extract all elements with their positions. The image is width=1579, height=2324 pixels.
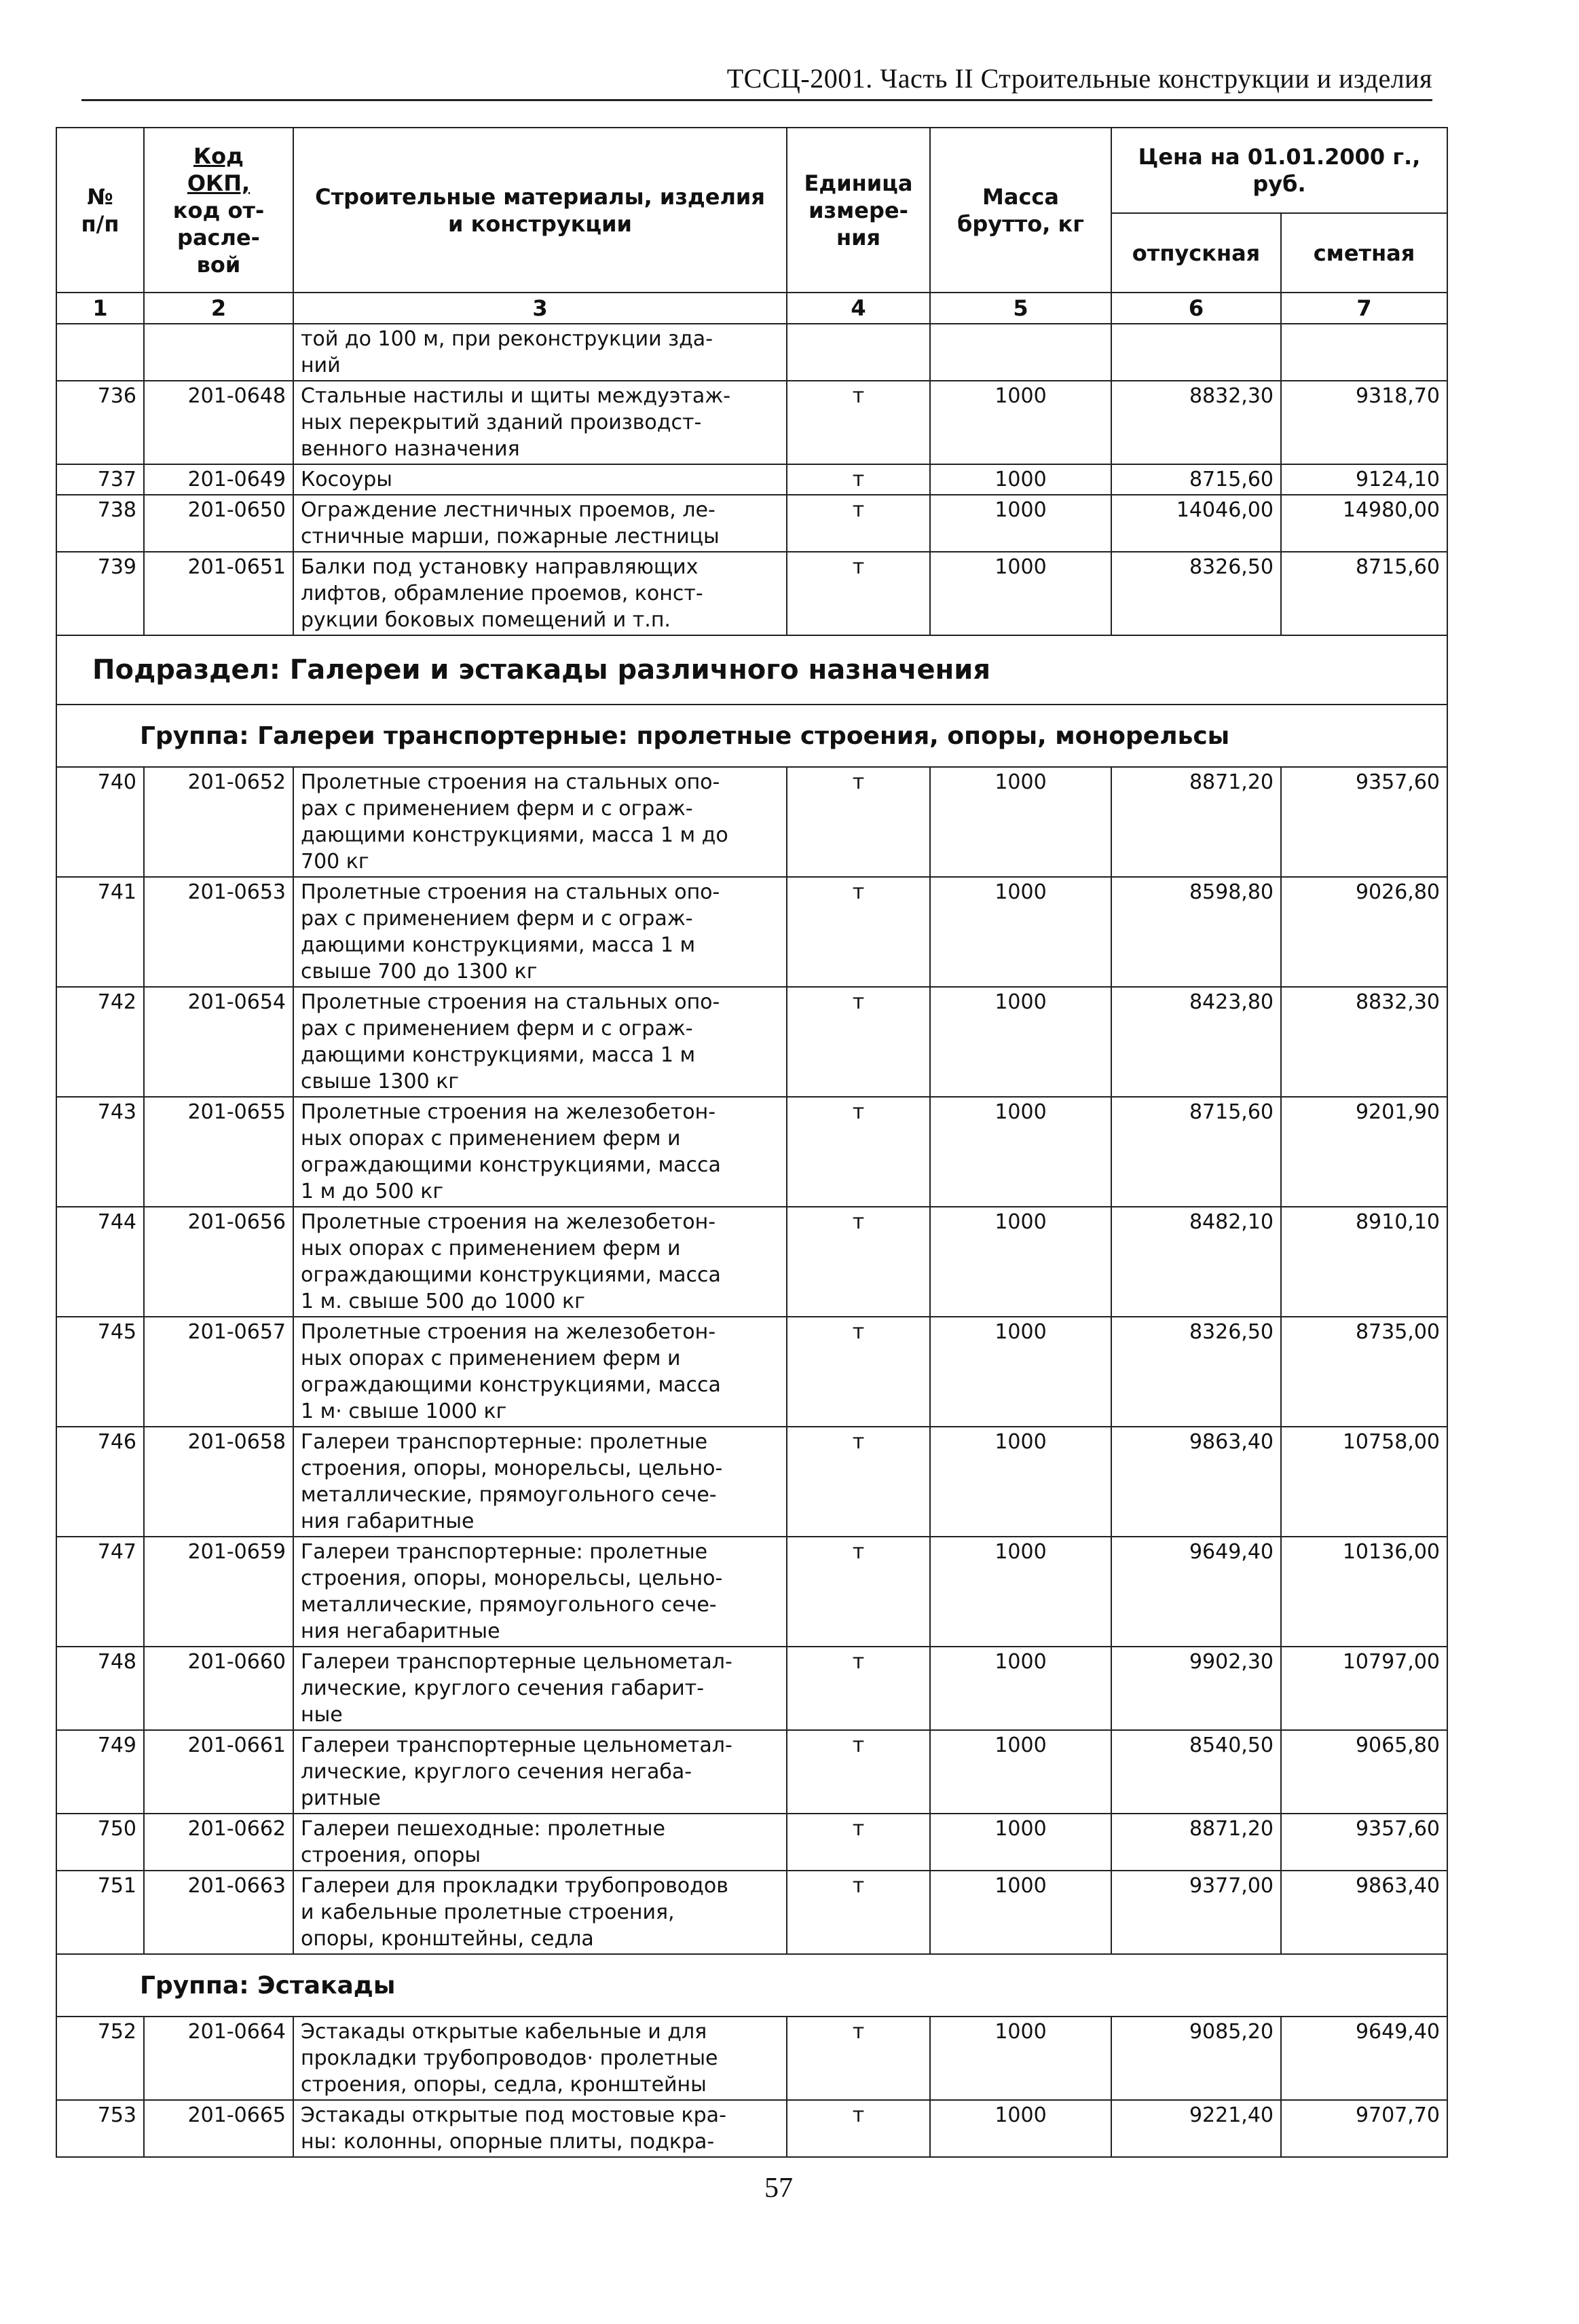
- table-row: [56, 1871, 1447, 1954]
- okp-code: 201-0655: [144, 1097, 293, 1207]
- column-number: 3: [293, 293, 787, 324]
- estimate-price: 8910,10: [1281, 1207, 1447, 1317]
- release-price: [1111, 324, 1281, 381]
- item-description: Галереи транспортерные: пролетные строения, опоры, монорельсы, цельно- металлические, прямоугольного сече- ния негабаритные: [293, 1537, 787, 1647]
- price-table: [56, 127, 1448, 2158]
- subsection-title: Подраздел: Галереи и эстакады различного назначения: [56, 635, 1447, 705]
- okp-code: 201-0661: [144, 1730, 293, 1814]
- okp-code: 201-0649: [144, 464, 293, 495]
- mass: 1000: [930, 2100, 1111, 2157]
- release-price: 8598,80: [1111, 877, 1281, 987]
- item-description: Галереи транспортерные: пролетные строения, опоры, монорельсы, цельно- металлические, прямоугольного сече- ния габаритные: [293, 1427, 787, 1537]
- mass: 1000: [930, 1317, 1111, 1427]
- estimate-price: 9318,70: [1281, 381, 1447, 464]
- estimate-price: 10136,00: [1281, 1537, 1447, 1647]
- release-price: 8326,50: [1111, 552, 1281, 635]
- estimate-price: [1281, 324, 1447, 381]
- row-number: 736: [56, 381, 144, 464]
- page-number: 57: [764, 2173, 793, 2204]
- unit: т: [787, 2100, 930, 2157]
- mass: 1000: [930, 552, 1111, 635]
- row-number: 741: [56, 877, 144, 987]
- okp-code: 201-0663: [144, 1871, 293, 1954]
- item-description: Пролетные строения на стальных опо- рах с применением ферм и с ограж- дающими конструкциями, масса 1 м свыше 1300 кг: [293, 987, 787, 1097]
- item-description: Балки под установку направляющих лифтов, обрамление проемов, конст- рукции боковых помещений и т.п.: [293, 552, 787, 635]
- estimate-price: 10758,00: [1281, 1427, 1447, 1537]
- item-description: Ограждение лестничных проемов, ле- стничные марши, пожарные лестницы: [293, 495, 787, 552]
- mass: 1000: [930, 1647, 1111, 1730]
- row-number: 751: [56, 1871, 144, 1954]
- item-description: Пролетные строения на стальных опо- рах с применением ферм и с ограж- дающими конструкциями, масса 1 м свыше 700 до 1300 кг: [293, 877, 787, 987]
- table-row: [56, 1207, 1447, 1317]
- estimate-price: 8735,00: [1281, 1317, 1447, 1427]
- estimate-price: 9357,60: [1281, 767, 1447, 877]
- row-number: [56, 324, 144, 381]
- item-description: Пролетные строения на железобетон- ных опорах с применением ферм и ограждающими конструкциями, масса 1 м. свыше 500 до 1000 кг: [293, 1207, 787, 1317]
- release-price: 8871,20: [1111, 1814, 1281, 1871]
- column-number: 7: [1281, 293, 1447, 324]
- okp-code: 201-0662: [144, 1814, 293, 1871]
- estimate-price: 9649,40: [1281, 2017, 1447, 2100]
- item-description: Эстакады открытые под мостовые кра- ны: колонны, опорные плиты, подкра-: [293, 2100, 787, 2157]
- table-row: [56, 1317, 1447, 1427]
- okp-code: 201-0657: [144, 1317, 293, 1427]
- unit: т: [787, 552, 930, 635]
- mass: 1000: [930, 1537, 1111, 1647]
- subsection-row: [56, 635, 1447, 705]
- group-row: [56, 1954, 1447, 2017]
- okp-code: 201-0658: [144, 1427, 293, 1537]
- estimate-price: 9863,40: [1281, 1871, 1447, 1954]
- unit: т: [787, 1427, 930, 1537]
- okp-code: 201-0648: [144, 381, 293, 464]
- table-row: [56, 324, 1447, 381]
- mass: [930, 324, 1111, 381]
- okp-code: 201-0651: [144, 552, 293, 635]
- release-price: 9863,40: [1111, 1427, 1281, 1537]
- row-number: 742: [56, 987, 144, 1097]
- column-number: 6: [1111, 293, 1281, 324]
- release-price: 9085,20: [1111, 2017, 1281, 2100]
- item-description: Косоуры: [293, 464, 787, 495]
- mass: 1000: [930, 1427, 1111, 1537]
- col-header-mass: Масса брутто, кг: [930, 128, 1111, 293]
- okp-code: 201-0656: [144, 1207, 293, 1317]
- running-head: ТССЦ-2001. Часть II Строительные конструкции и изделия: [726, 63, 1432, 94]
- unit: т: [787, 2017, 930, 2100]
- unit: т: [787, 1647, 930, 1730]
- okp-code: 201-0650: [144, 495, 293, 552]
- okp-code: 201-0665: [144, 2100, 293, 2157]
- col-header-estimate-price: сметная: [1281, 213, 1447, 293]
- table-body: [56, 324, 1447, 2157]
- table-row: [56, 1097, 1447, 1207]
- row-number: 747: [56, 1537, 144, 1647]
- okp-code: [144, 324, 293, 381]
- okp-code: 201-0660: [144, 1647, 293, 1730]
- unit: т: [787, 1317, 930, 1427]
- release-price: 8871,20: [1111, 767, 1281, 877]
- release-price: 8715,60: [1111, 1097, 1281, 1207]
- release-price: 9649,40: [1111, 1537, 1281, 1647]
- release-price: 8423,80: [1111, 987, 1281, 1097]
- unit: т: [787, 1871, 930, 1954]
- okp-code: 201-0654: [144, 987, 293, 1097]
- table-row: [56, 1427, 1447, 1537]
- mass: 1000: [930, 1730, 1111, 1814]
- table-row: [56, 1730, 1447, 1814]
- item-description: Галереи транспортерные цельнометал- лические, круглого сечения негаба- ритные: [293, 1730, 787, 1814]
- col-header-name: Строительные материалы, изделия и конструкции: [293, 128, 787, 293]
- unit: т: [787, 1814, 930, 1871]
- item-description: Пролетные строения на стальных опо- рах с применением ферм и с ограж- дающими конструкциями, масса 1 м до 700 кг: [293, 767, 787, 877]
- release-price: 8540,50: [1111, 1730, 1281, 1814]
- mass: 1000: [930, 1207, 1111, 1317]
- column-number: 5: [930, 293, 1111, 324]
- mass: 1000: [930, 877, 1111, 987]
- release-price: 8715,60: [1111, 464, 1281, 495]
- release-price: 9221,40: [1111, 2100, 1281, 2157]
- release-price: 9377,00: [1111, 1871, 1281, 1954]
- okp-code: 201-0652: [144, 767, 293, 877]
- col-header-release-price: отпускная: [1111, 213, 1281, 293]
- unit: т: [787, 877, 930, 987]
- item-description: той до 100 м, при реконструкции зда- ний: [293, 324, 787, 381]
- mass: 1000: [930, 1097, 1111, 1207]
- table-row: [56, 987, 1447, 1097]
- table-row: [56, 2100, 1447, 2157]
- mass: 1000: [930, 495, 1111, 552]
- col-header-branch-code: код от- расле- вой: [172, 197, 265, 278]
- estimate-price: 10797,00: [1281, 1647, 1447, 1730]
- row-number: 744: [56, 1207, 144, 1317]
- row-number: 739: [56, 552, 144, 635]
- table-row: [56, 1814, 1447, 1871]
- unit: т: [787, 1537, 930, 1647]
- col-header-okp: Код ОКП,: [187, 143, 250, 196]
- mass: 1000: [930, 2017, 1111, 2100]
- item-description: Галереи пешеходные: пролетные строения, опоры: [293, 1814, 787, 1871]
- okp-code: 201-0664: [144, 2017, 293, 2100]
- estimate-price: 8715,60: [1281, 552, 1447, 635]
- unit: т: [787, 464, 930, 495]
- mass: 1000: [930, 464, 1111, 495]
- col-header-code: [144, 128, 293, 293]
- estimate-price: 9124,10: [1281, 464, 1447, 495]
- item-description: Галереи транспортерные цельнометал- лические, круглого сечения габарит- ные: [293, 1647, 787, 1730]
- mass: 1000: [930, 381, 1111, 464]
- group-row: [56, 705, 1447, 767]
- table-row: [56, 2017, 1447, 2100]
- okp-code: 201-0659: [144, 1537, 293, 1647]
- row-number: 745: [56, 1317, 144, 1427]
- release-price: 14046,00: [1111, 495, 1281, 552]
- estimate-price: 9357,60: [1281, 1814, 1447, 1871]
- col-header-price: Цена на 01.01.2000 г., руб.: [1111, 128, 1447, 213]
- estimate-price: 9707,70: [1281, 2100, 1447, 2157]
- row-number: 750: [56, 1814, 144, 1871]
- row-number: 746: [56, 1427, 144, 1537]
- group-title: Группа: Эстакады: [56, 1954, 1447, 2017]
- table-row: [56, 877, 1447, 987]
- table-row: [56, 552, 1447, 635]
- row-number: 749: [56, 1730, 144, 1814]
- group-title: Группа: Галереи транспортерные: пролетные строения, опоры, монорельсы: [56, 705, 1447, 767]
- col-header-unit: Единица измере- ния: [787, 128, 930, 293]
- unit: т: [787, 1730, 930, 1814]
- estimate-price: 8832,30: [1281, 987, 1447, 1097]
- row-number: 737: [56, 464, 144, 495]
- row-number: 738: [56, 495, 144, 552]
- item-description: Стальные настилы и щиты междуэтаж- ных перекрытий зданий производст- венного назначения: [293, 381, 787, 464]
- unit: т: [787, 381, 930, 464]
- table-row: [56, 1647, 1447, 1730]
- unit: т: [787, 495, 930, 552]
- mass: 1000: [930, 987, 1111, 1097]
- estimate-price: 9065,80: [1281, 1730, 1447, 1814]
- mass: 1000: [930, 1814, 1111, 1871]
- unit: [787, 324, 930, 381]
- header-rule: [81, 99, 1432, 101]
- unit: т: [787, 987, 930, 1097]
- item-description: Галереи для прокладки трубопроводов и кабельные пролетные строения, опоры, кронштейны, седла: [293, 1871, 787, 1954]
- table-row: [56, 464, 1447, 495]
- row-number: 743: [56, 1097, 144, 1207]
- estimate-price: 9026,80: [1281, 877, 1447, 987]
- release-price: 9902,30: [1111, 1647, 1281, 1730]
- unit: т: [787, 1207, 930, 1317]
- release-price: 8832,30: [1111, 381, 1281, 464]
- okp-code: 201-0653: [144, 877, 293, 987]
- table-row: [56, 1537, 1447, 1647]
- estimate-price: 14980,00: [1281, 495, 1447, 552]
- unit: т: [787, 1097, 930, 1207]
- release-price: 8326,50: [1111, 1317, 1281, 1427]
- row-number: 740: [56, 767, 144, 877]
- col-header-num: № п/п: [56, 128, 144, 293]
- mass: 1000: [930, 767, 1111, 877]
- row-number: 752: [56, 2017, 144, 2100]
- estimate-price: 9201,90: [1281, 1097, 1447, 1207]
- column-numbers-row: [56, 293, 1447, 324]
- table-row: [56, 381, 1447, 464]
- column-number: 1: [56, 293, 144, 324]
- release-price: 8482,10: [1111, 1207, 1281, 1317]
- table-row: [56, 767, 1447, 877]
- table-row: [56, 495, 1447, 552]
- row-number: 753: [56, 2100, 144, 2157]
- column-number: 2: [144, 293, 293, 324]
- mass: 1000: [930, 1871, 1111, 1954]
- column-number: 4: [787, 293, 930, 324]
- unit: т: [787, 767, 930, 877]
- item-description: Пролетные строения на железобетон- ных опорах с применением ферм и ограждающими конструкциями, масса 1 м до 500 кг: [293, 1097, 787, 1207]
- item-description: Эстакады открытые кабельные и для прокладки трубопроводов· пролетные строения, опоры, седла, кронштейны: [293, 2017, 787, 2100]
- item-description: Пролетные строения на железобетон- ных опорах с применением ферм и ограждающими конструкциями, масса 1 м· свыше 1000 кг: [293, 1317, 787, 1427]
- row-number: 748: [56, 1647, 144, 1730]
